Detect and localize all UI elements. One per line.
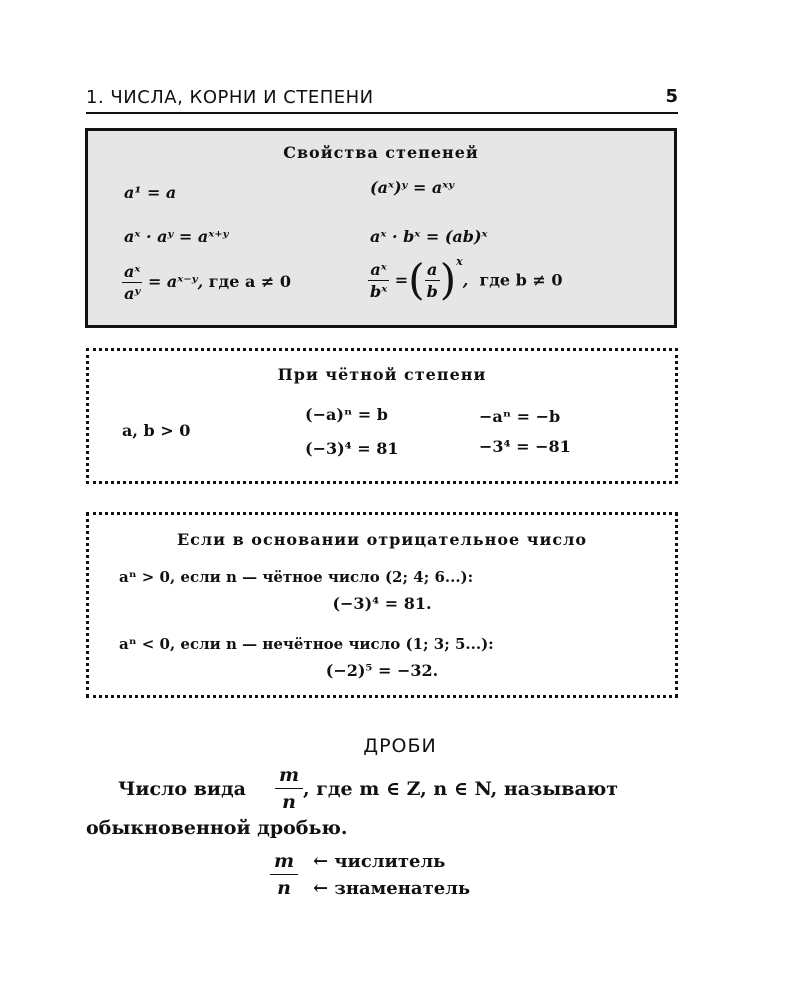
- denominator-symbol: n: [277, 877, 291, 899]
- formula-quotient-same-exponent: $\frac{\text{aˣ}}{\text{bˣ}}$ =( $\frac{a}{b}$ )$^x$, где b ≠ 0: [370, 254, 563, 304]
- definition-text-start: Число вида: [118, 778, 246, 800]
- running-header: [86, 86, 678, 114]
- odd-exponent-example: (−2)⁵ = −32.: [325, 661, 439, 680]
- properties-box: [85, 128, 677, 328]
- formula-rest: = aˣ⁻ʸ,: [147, 272, 204, 291]
- properties-title: Свойства степеней: [283, 143, 479, 162]
- fraction-parts-diagram: [270, 850, 298, 899]
- formula-power-one: a¹ = a: [124, 183, 177, 202]
- fraction: [368, 260, 389, 301]
- numerator-label: ← числитель: [313, 851, 446, 872]
- negative-base-title: Если в основании отрицательное число: [176, 530, 588, 549]
- formula-even-general: (−a)ⁿ = b: [305, 405, 388, 424]
- fraction-numerator: m: [275, 764, 303, 789]
- fraction-denominator: aʸ: [124, 284, 141, 303]
- formula-minus-example: −3⁴ = −81: [479, 437, 571, 456]
- formula-power-of-power: (aˣ)ʸ = aˣʸ: [370, 178, 455, 197]
- definition-term: обыкновенной дробью.: [86, 817, 348, 839]
- even-power-box: [86, 348, 678, 484]
- numerator-symbol: m: [270, 850, 298, 875]
- denominator-label: ← знаменатель: [313, 878, 471, 899]
- page-number: 5: [665, 86, 678, 107]
- fraction-numerator: aˣ: [368, 260, 389, 281]
- formula-minus-general: −aⁿ = −b: [479, 407, 561, 426]
- odd-exponent-rule: aⁿ < 0, если n — нечётное число (1; 3; 5...):: [119, 635, 494, 653]
- fraction-numerator: aˣ: [124, 262, 141, 281]
- even-exponent-example: (−3)⁴ = 81.: [332, 594, 432, 613]
- section-title: ДРОБИ: [363, 735, 437, 757]
- formula-condition: где a ≠ 0: [208, 272, 292, 291]
- formula-even-example: (−3)⁴ = 81: [305, 439, 399, 458]
- inner-numerator: a: [425, 260, 440, 281]
- negative-base-box: [86, 512, 678, 698]
- fraction-denominator: n: [282, 791, 296, 813]
- fraction-denominator: bˣ: [370, 281, 388, 301]
- chapter-title: 1. ЧИСЛА, КОРНИ И СТЕПЕНИ: [86, 87, 374, 108]
- formula-product-same-base: aˣ · aʸ = aˣ⁺ʸ: [124, 227, 229, 246]
- inner-fraction: [425, 260, 440, 301]
- definition-text-end: , где m ∈ Z, n ∈ N, называют: [303, 778, 619, 800]
- even-exponent-rule: aⁿ > 0, если n — чётное число (2; 4; 6...):: [119, 568, 474, 586]
- formula-quotient-same-base: [122, 262, 291, 303]
- inner-denominator: b: [426, 281, 438, 301]
- formula-product-same-exponent: aˣ · bˣ = (ab)ˣ: [370, 227, 488, 246]
- even-power-title: При чётной степени: [277, 365, 487, 384]
- fraction: [122, 262, 142, 303]
- definition-fraction: [275, 764, 303, 813]
- formula-condition: где b ≠ 0: [479, 270, 563, 290]
- positivity-condition: a, b > 0: [122, 421, 191, 440]
